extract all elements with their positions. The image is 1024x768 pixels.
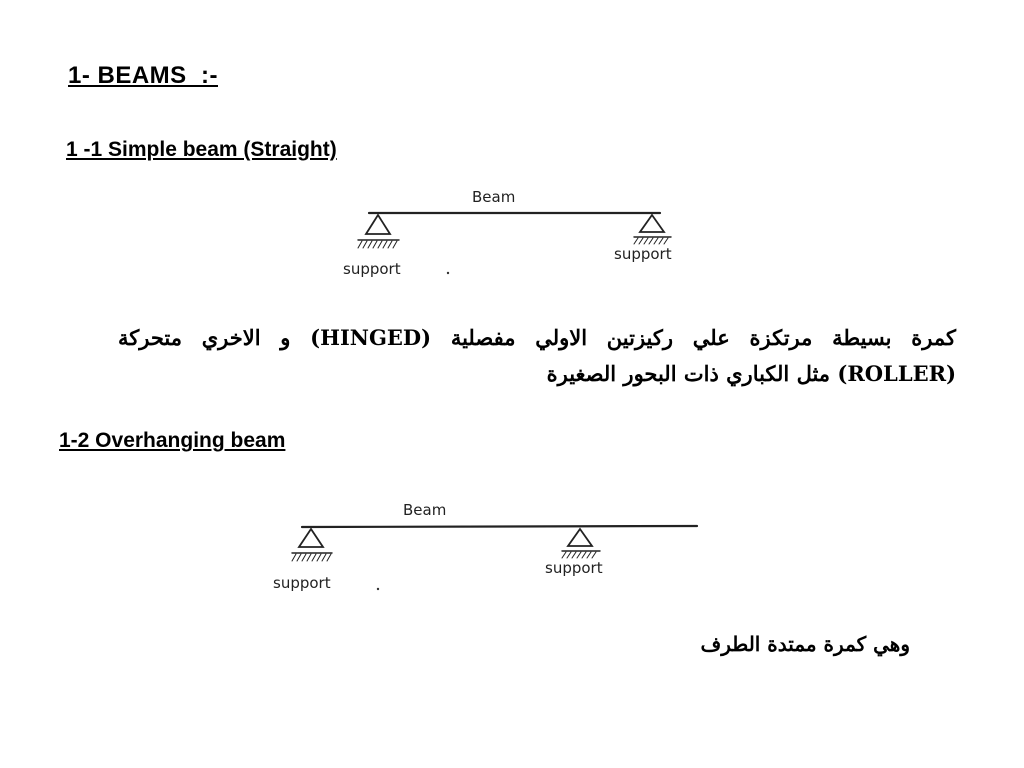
simple-beam-left-support-label: support: [343, 260, 401, 278]
section-title-overhanging-beam: 1-2 Overhanging beam: [59, 429, 286, 452]
simple-beam-label: Beam: [472, 188, 516, 206]
roller-support-icon: [562, 529, 600, 558]
overhanging-beam-line: [302, 526, 697, 527]
speck-mark: [447, 272, 449, 274]
speck-mark: [377, 588, 379, 590]
roller-support-icon: [634, 215, 671, 244]
hinge-support-icon: [292, 529, 332, 561]
overhanging-beam-right-support-label: support: [545, 559, 603, 577]
hinge-support-icon: [358, 215, 399, 248]
overhanging-beam-diagram: [273, 501, 697, 592]
overhanging-beam-label: Beam: [403, 501, 447, 519]
simple-beam-description: كمرة بسيطة مرتكزة علي ركيزتين الاولي مفصلية (HINGED) و الاخري متحركة (ROLLER) مثل الكباري ذات البحور الصغيرة: [118, 325, 957, 386]
section-title-simple-beam: 1 -1 Simple beam (Straight): [66, 138, 337, 161]
overhanging-beam-description: وهي كمرة ممتدة الطرف: [700, 632, 910, 656]
simple-beam-right-support-label: support: [614, 245, 672, 263]
slide-title: 1- BEAMS :-: [68, 62, 218, 89]
overhanging-beam-left-support-label: support: [273, 574, 331, 592]
simple-beam-diagram: [343, 188, 672, 278]
